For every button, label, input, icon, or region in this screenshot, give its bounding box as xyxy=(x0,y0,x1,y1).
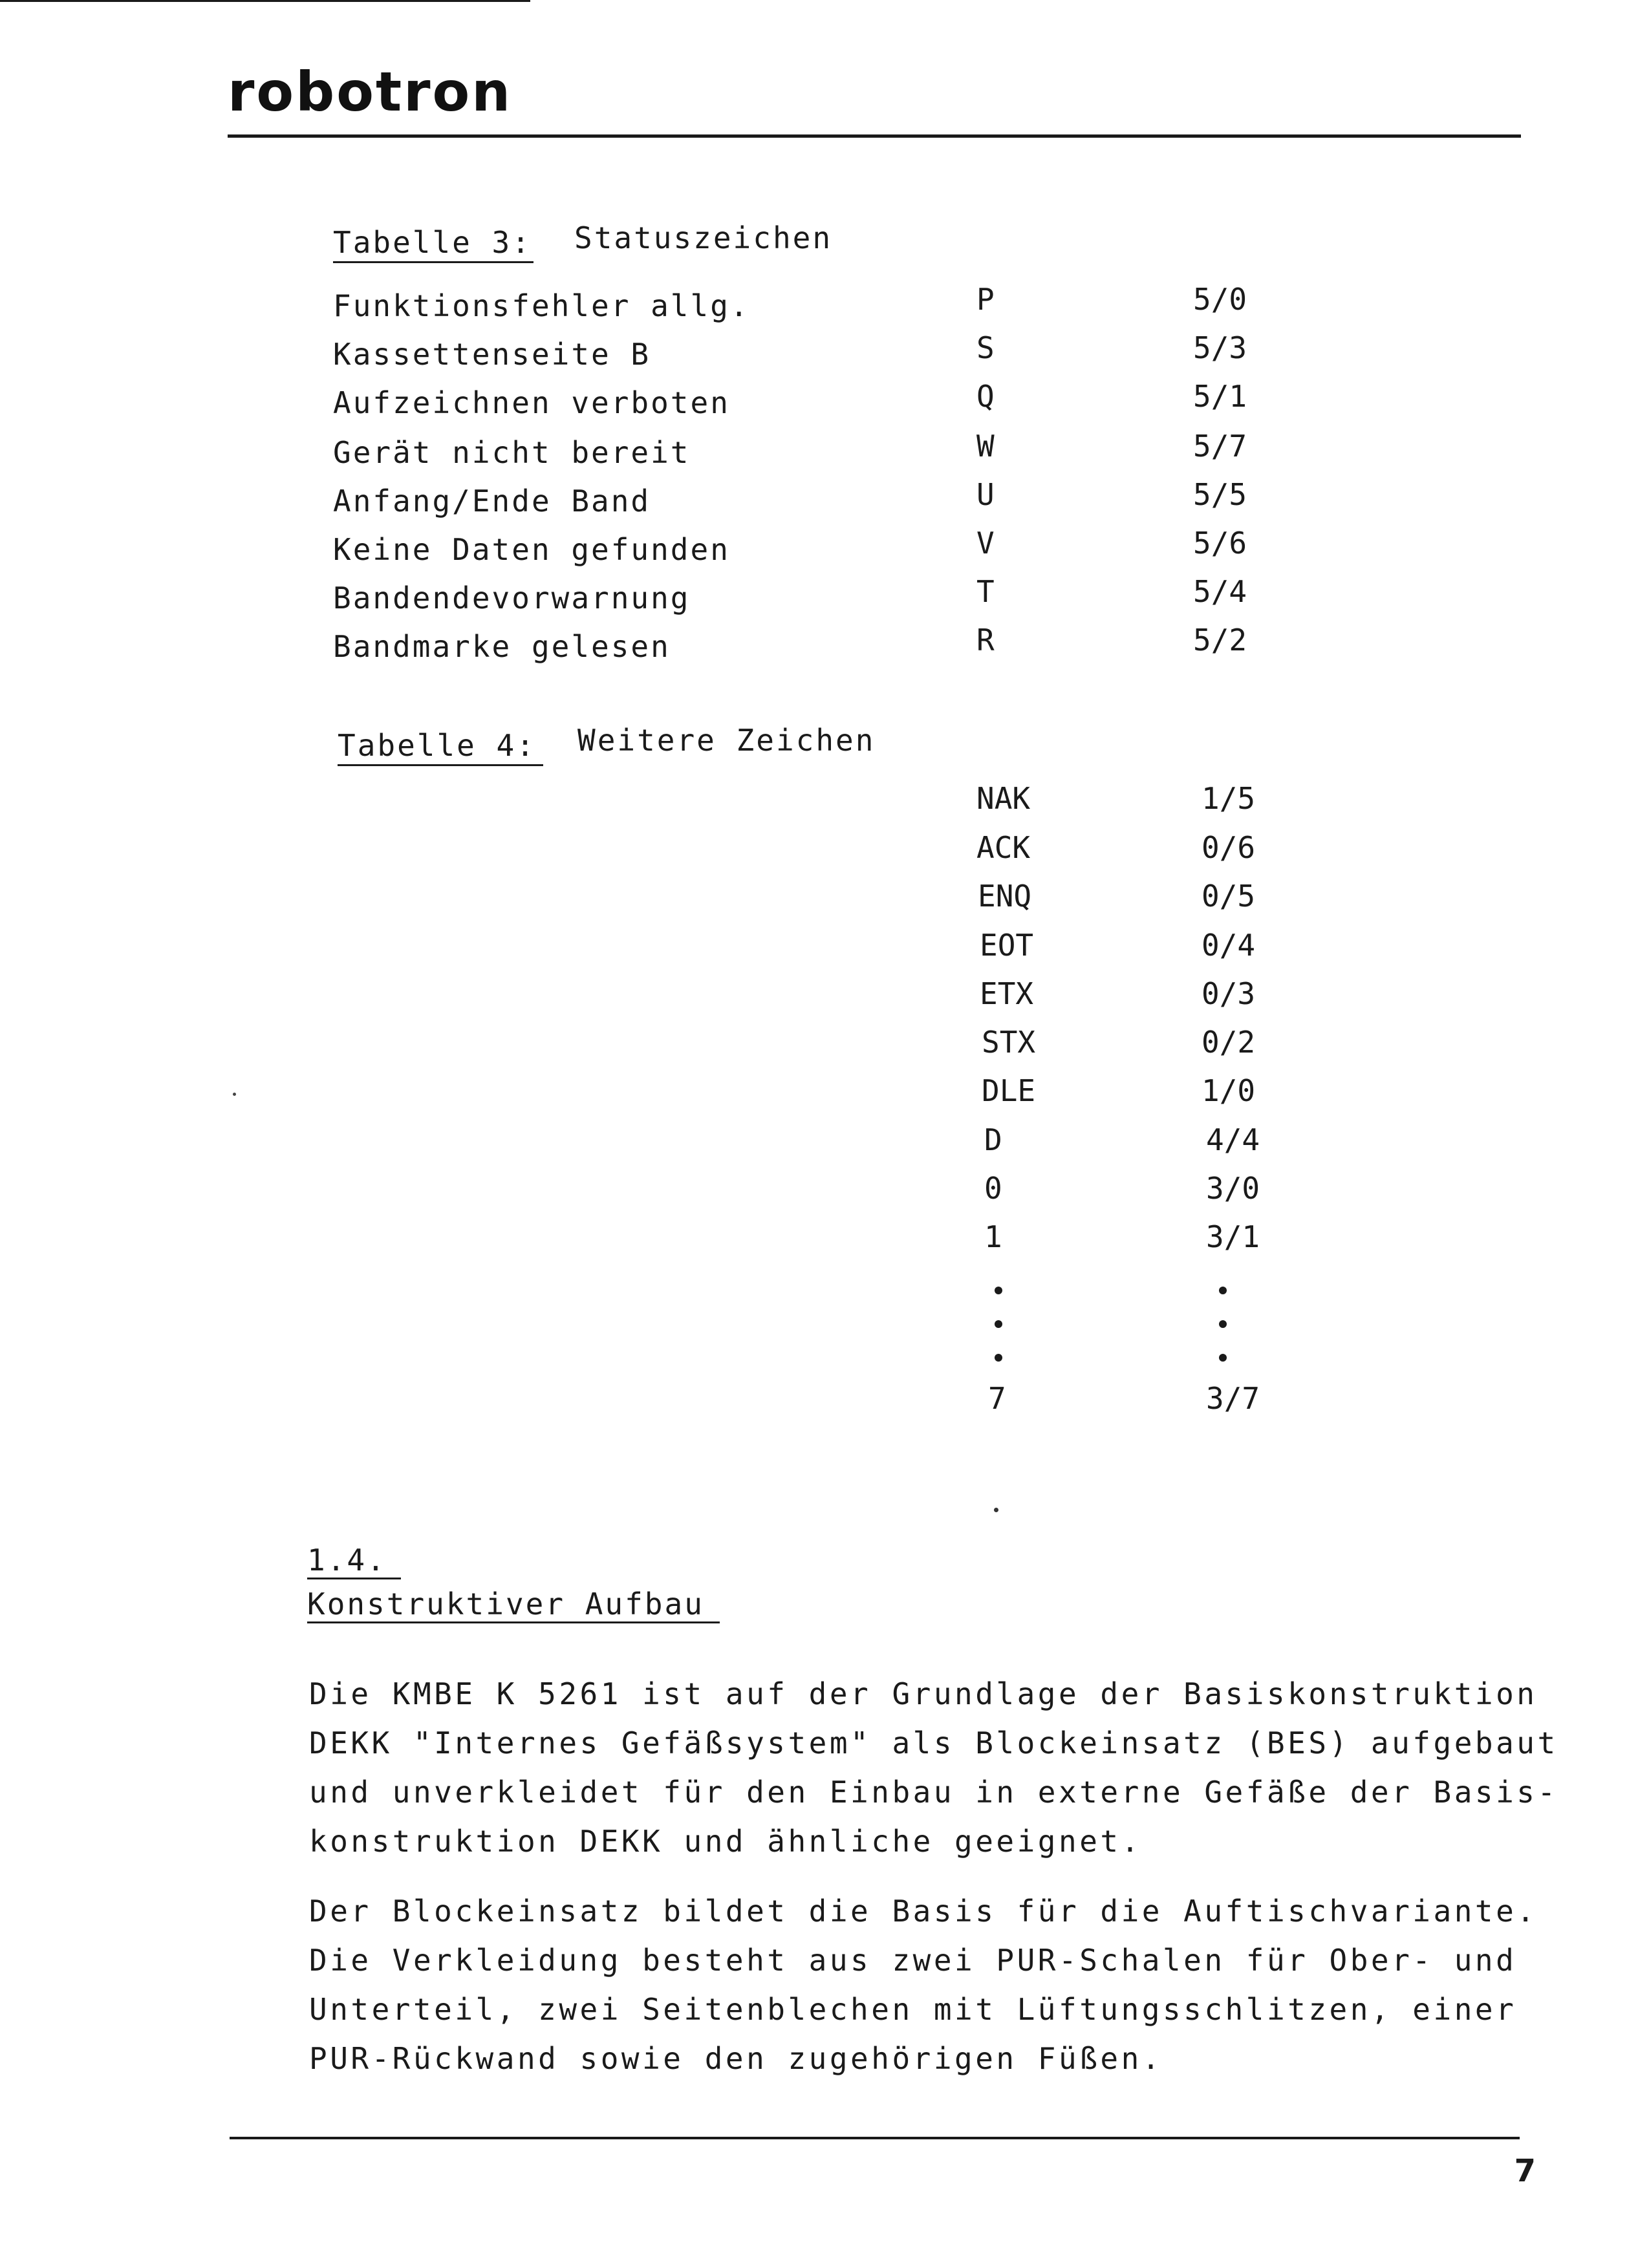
table3-row-label: Aufzeichnen verboten xyxy=(333,385,730,420)
table3-row-value: 5/5 xyxy=(1193,477,1247,512)
table3-row-value: 5/1 xyxy=(1193,379,1247,414)
table3-row-label: Kassettenseite B xyxy=(333,337,651,372)
table3-row-code: Q xyxy=(976,379,995,414)
paragraph-line: Der Blockeinsatz bildet die Basis für die Auftischvariante. xyxy=(309,1894,1538,1929)
table3-row-value: 5/6 xyxy=(1193,526,1247,561)
table4-row-code: ETX xyxy=(980,976,1034,1011)
table3-row-code: V xyxy=(976,526,995,561)
table4-row-value: 1/0 xyxy=(1202,1073,1256,1108)
table4-row-code: D xyxy=(984,1122,1002,1157)
table4-row-code: 1 xyxy=(984,1219,1002,1254)
table4-row-value: 0/4 xyxy=(1202,928,1256,963)
table3-title-label: Tabelle 3: xyxy=(333,225,532,260)
table4-row-code: NAK xyxy=(976,781,1031,816)
paragraph-2 xyxy=(309,1887,1538,2083)
table3-row-code: P xyxy=(976,282,995,317)
paragraph-line: DEKK "Internes Gefäßsystem" als Blockeinsatz (BES) aufgebaut xyxy=(309,1726,1558,1760)
table3-row-label: Anfang/Ende Band xyxy=(333,484,651,519)
speck xyxy=(994,1508,998,1512)
table3-row-value: 5/7 xyxy=(1193,429,1247,464)
table4-row-code: DLE xyxy=(982,1073,1036,1108)
table4-title-label: Tabelle 4: xyxy=(338,728,536,763)
table4-row-code: EOT xyxy=(980,928,1034,963)
paragraph-line: Die Verkleidung besteht aus zwei PUR-Schalen für Ober- und xyxy=(309,1943,1517,1978)
section-title: Konstruktiver Aufbau xyxy=(307,1587,704,1621)
table3-row-label: Funktionsfehler allg. xyxy=(333,288,750,323)
table3-row-value: 5/3 xyxy=(1193,330,1247,365)
paragraph-line: Unterteil, zwei Seitenblechen mit Lüftungsschlitzen, einer xyxy=(309,1992,1517,2027)
paragraph-1 xyxy=(309,1669,1558,1866)
table3-row-code: T xyxy=(976,574,995,609)
table4-row-value: 0/2 xyxy=(1202,1025,1256,1060)
paragraph-line: PUR-Rückwand sowie den zugehörigen Füßen. xyxy=(309,2041,1163,2076)
table3-row-value: 5/2 xyxy=(1193,623,1247,658)
table3-row-label: Bandendevorwarnung xyxy=(333,581,691,615)
paragraph-line: und unverkleidet für den Einbau in externe Gefäße der Basis- xyxy=(309,1775,1558,1810)
table3-row-code: R xyxy=(976,623,995,658)
table4-row-value: 3/7 xyxy=(1206,1381,1260,1416)
table4-row-code: 0 xyxy=(984,1171,1002,1206)
header-rule xyxy=(228,134,1521,138)
table3-row-code: W xyxy=(976,429,995,464)
paragraph-line: konstruktion DEKK und ähnliche geeignet. xyxy=(309,1824,1142,1859)
table4-title-text: Weitere Zeichen xyxy=(577,723,876,758)
table3-row-label: Keine Daten gefunden xyxy=(333,532,730,567)
robotron-logo: robotron xyxy=(228,60,513,123)
section-number: 1.4. xyxy=(307,1543,387,1578)
table4-row-code: ENQ xyxy=(978,879,1032,914)
table4-row-code: STX xyxy=(982,1025,1036,1060)
table3-row-label: Bandmarke gelesen xyxy=(333,629,671,664)
footer-rule xyxy=(230,2137,1520,2139)
table3-title-text: Statuszeichen xyxy=(574,220,833,255)
table4-ellipsis-value xyxy=(1219,1287,1228,1362)
section-title-underline xyxy=(307,1621,720,1623)
table4-row-value: 4/4 xyxy=(1206,1122,1260,1157)
table4-row-code: ACK xyxy=(976,830,1031,865)
speck xyxy=(233,1093,236,1096)
section-number-underline xyxy=(307,1578,401,1579)
table3-row-label: Gerät nicht bereit xyxy=(333,435,691,470)
table4-row-value: 3/1 xyxy=(1206,1219,1260,1254)
table4-ellipsis-code xyxy=(995,1287,1004,1362)
table4-row-value: 0/3 xyxy=(1202,976,1256,1011)
table3-row-code: S xyxy=(976,330,995,365)
table3-row-value: 5/4 xyxy=(1193,574,1247,609)
table4-row-value: 3/0 xyxy=(1206,1171,1260,1206)
paragraph-line: Die KMBE K 5261 ist auf der Grundlage der Basiskonstruktion xyxy=(309,1676,1538,1711)
table4-row-value: 0/5 xyxy=(1202,879,1256,914)
page-number: 7 xyxy=(1514,2153,1536,2189)
table3-title-underline xyxy=(333,261,534,263)
table3-row-value: 5/0 xyxy=(1193,282,1247,317)
table4-row-value: 1/5 xyxy=(1202,781,1256,816)
table4-row-value: 0/6 xyxy=(1202,830,1256,865)
table4-title-underline xyxy=(338,764,543,766)
table3-row-code: U xyxy=(976,477,995,512)
top-edge-rule xyxy=(0,0,530,2)
table4-row-code: 7 xyxy=(988,1381,1006,1416)
